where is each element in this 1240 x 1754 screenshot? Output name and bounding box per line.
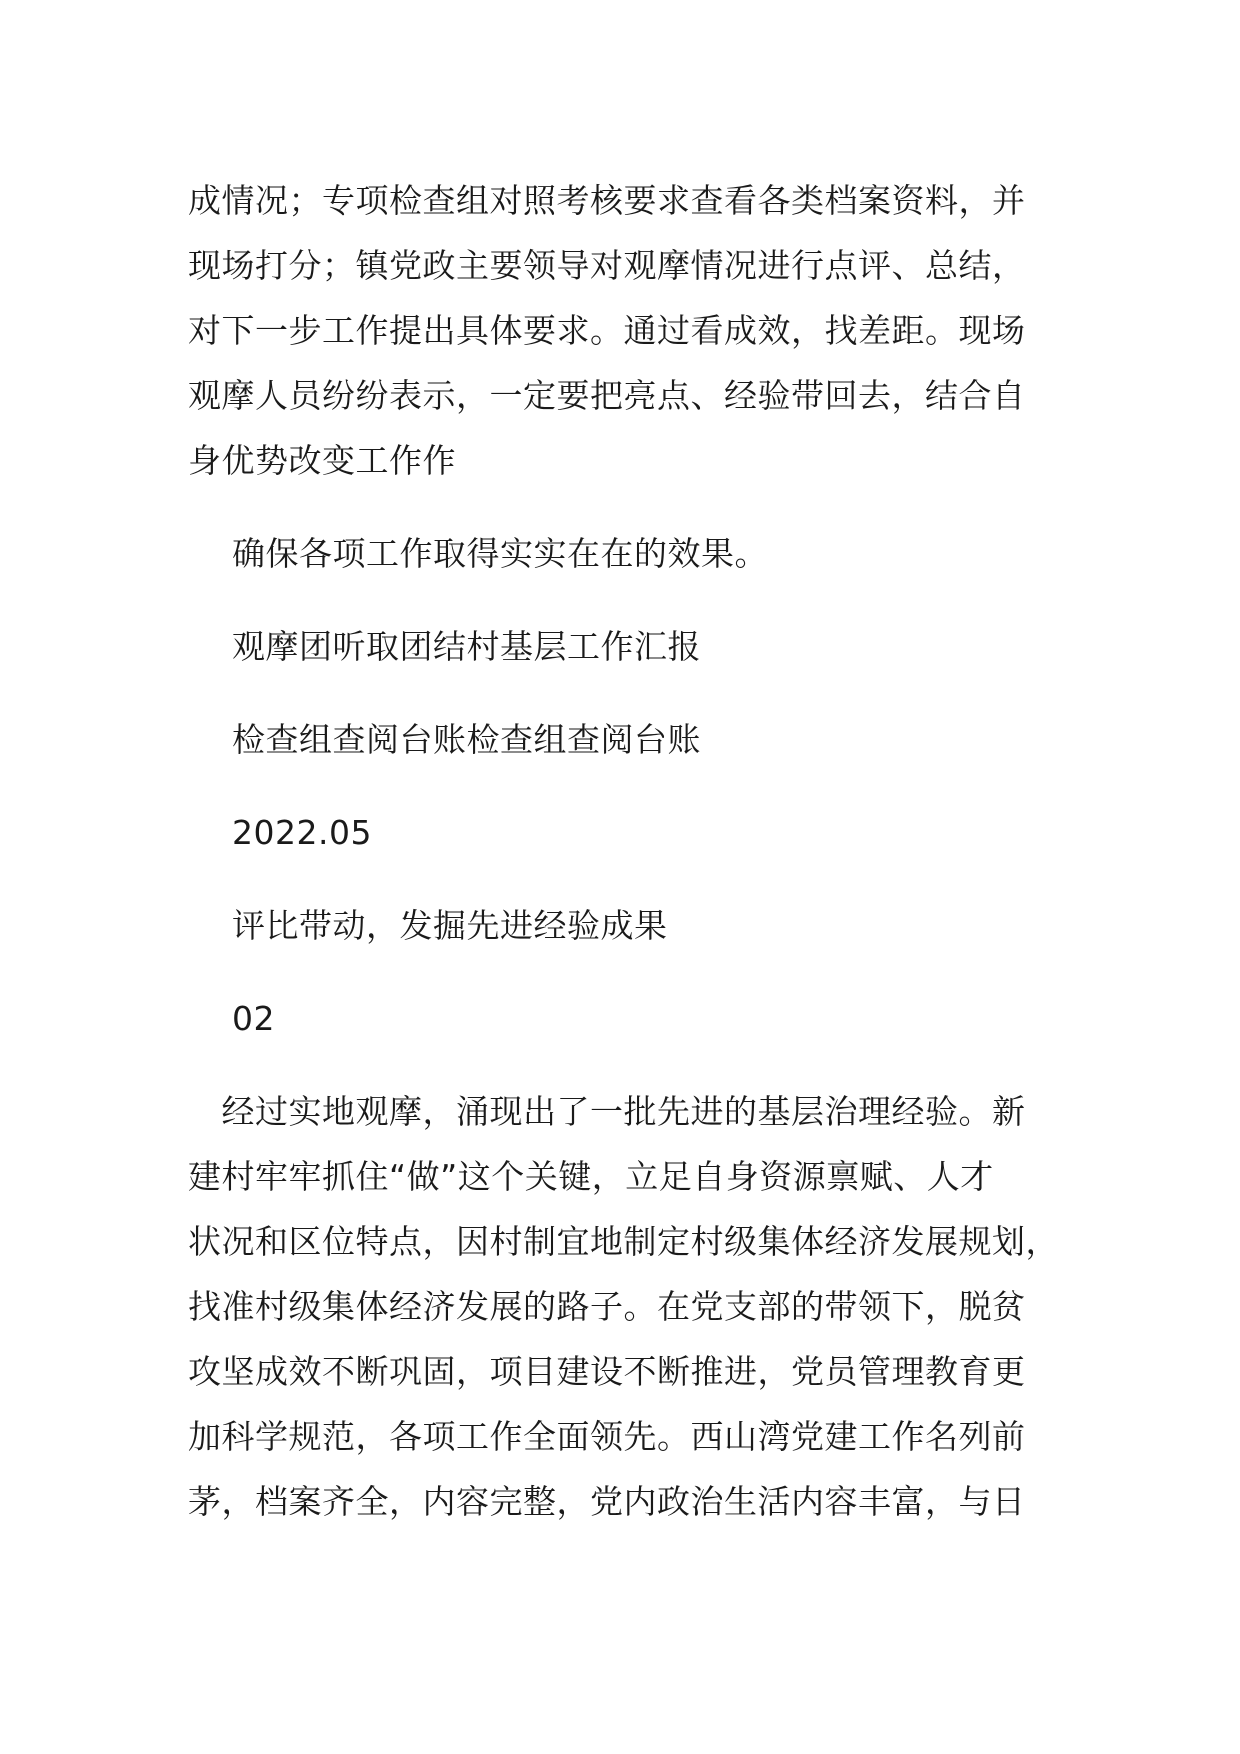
text-line: 成情况；专项检查组对照考核要求查看各类档案资料，并: [188, 181, 1026, 220]
document-body: [188, 168, 1068, 1534]
text-line: 现场打分；镇党政主要领导对观摩情况进行点评、总结，: [188, 246, 1026, 285]
text-line: 观摩人员纷纷表示，一定要把亮点、经验带回去，结合自: [188, 376, 1026, 415]
text-line: 攻坚成效不断巩固，项目建设不断推进，党员管理教育更: [188, 1352, 1026, 1391]
text-line: 找准村级集体经济发展的路子。在党支部的带领下，脱贫: [188, 1287, 1026, 1326]
photo-caption-ledger: 检查组查阅台账检查组查阅台账: [232, 720, 701, 759]
text-line: 经过实地观摩，涌现出了一批先进的基层治理经验。新: [188, 1092, 1026, 1131]
paragraph-observation-results: [188, 168, 1068, 493]
line-effect: 确保各项工作取得实实在在的效果。: [232, 534, 768, 573]
photo-caption-report: 观摩团听取团结村基层工作汇报: [232, 627, 701, 666]
section-number: 02: [232, 999, 275, 1038]
text-line: 加科学规范，各项工作全面领先。西山湾党建工作名列前: [188, 1417, 1026, 1456]
text-line: 建村牢牢抓住“做”这个关键，立足自身资源禀赋、人才: [188, 1157, 994, 1196]
text-line: 茅，档案齐全，内容完整，党内政治生活内容丰富，与日: [188, 1482, 1026, 1521]
text-line: 对下一步工作提出具体要求。通过看成效，找差距。现场: [188, 311, 1026, 350]
text-line: 状况和区位特点，因村制宜地制定村级集体经济发展规划，: [188, 1222, 1059, 1261]
date-label: 2022.05: [232, 813, 372, 852]
section-title: 评比带动，发掘先进经验成果: [232, 906, 668, 945]
text-line: 身优势改变工作作: [188, 441, 456, 480]
paragraph-advanced-experience: [188, 1079, 1068, 1534]
